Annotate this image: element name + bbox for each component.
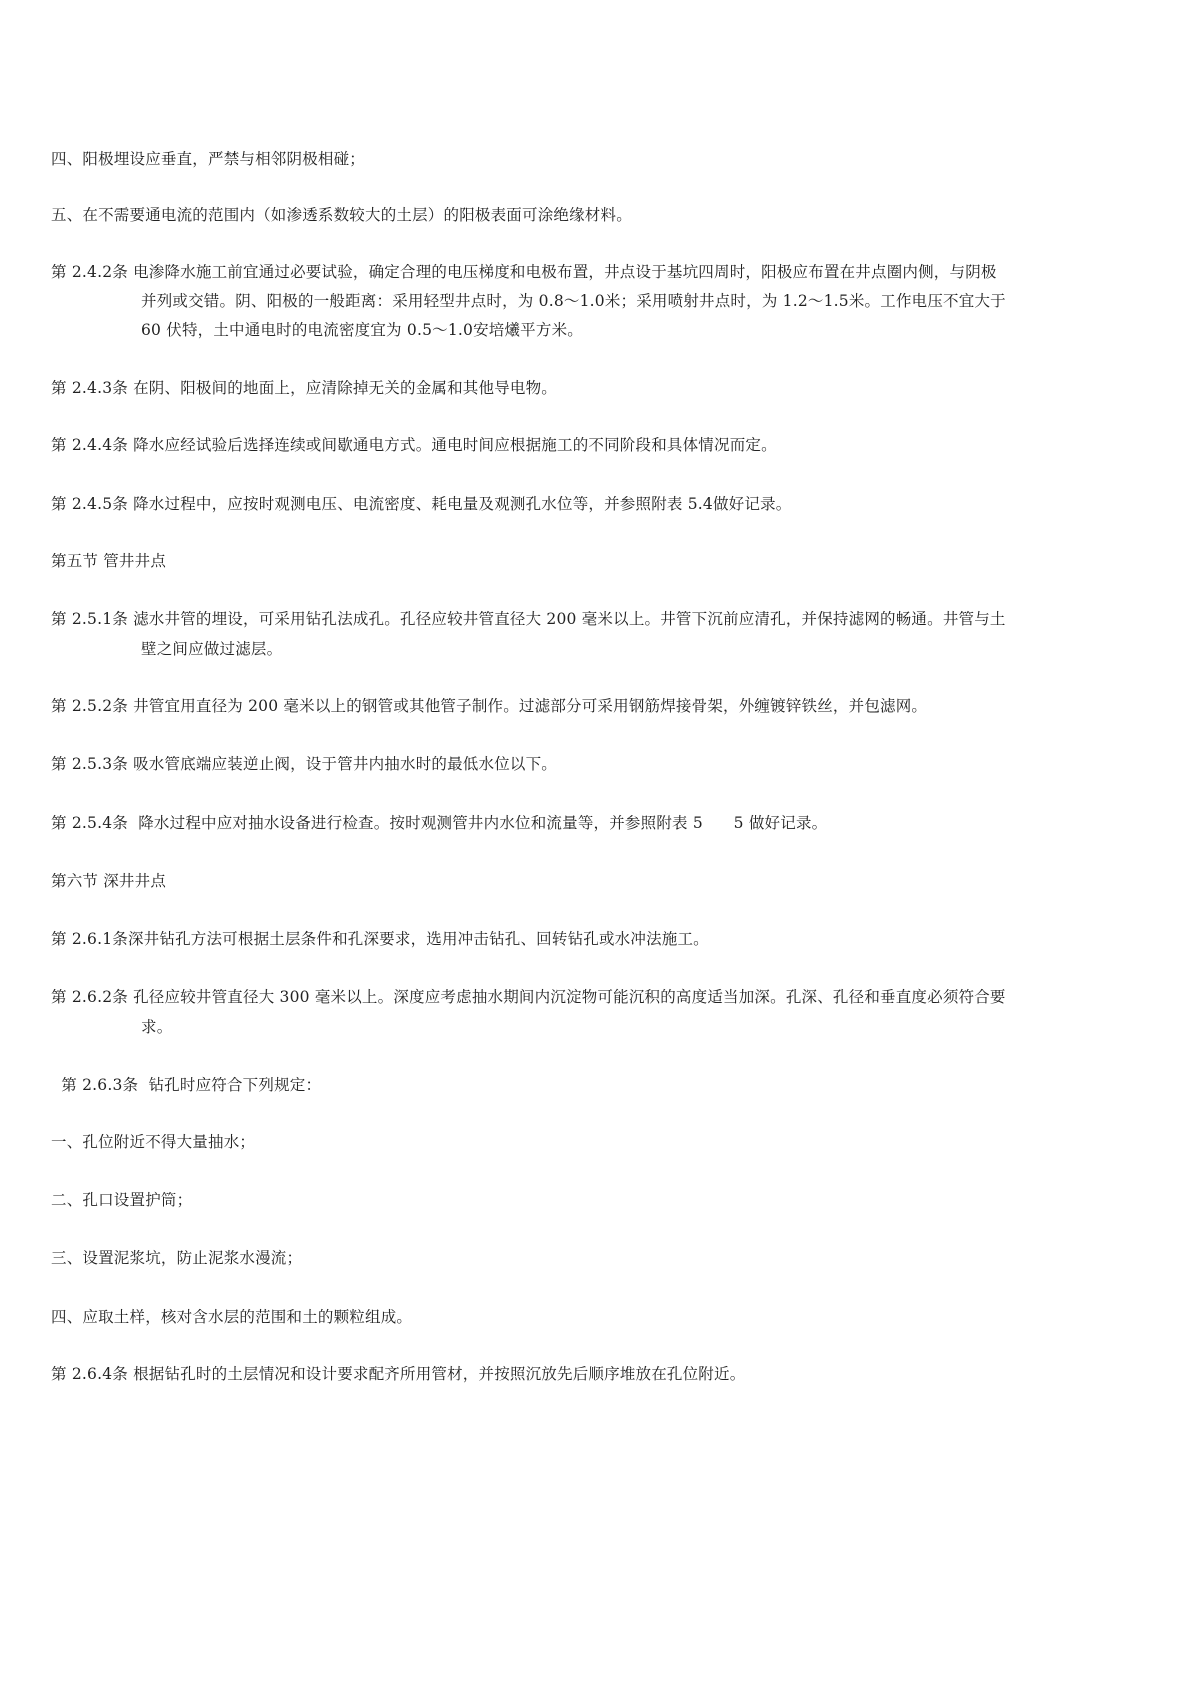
paragraph-line: 60 伏特，土中通电时的电流密度宜为 0.5～1.0安培爔平方米。 <box>141 321 583 339</box>
clause-2-5-1 <box>51 604 1141 665</box>
clause-2-4-2 <box>51 257 1141 346</box>
paragraph-line: 第 2.4.3条 在阴、阳极间的地面上，应清除掉无关的金属和其他导电物。 <box>51 379 557 397</box>
paragraph-line: 第 2.4.4条 降水应经试验后选择连续或间歇通电方式。通电时间应根据施工的不同阶段和具体情况而定。 <box>51 436 777 454</box>
paragraph-line: 第 2.6.4条 根据钻孔时的土层情况和设计要求配齐所用管材，并按照沉放先后顺序堆放在孔位附近。 <box>51 1365 746 1383</box>
clause-2-4-3 <box>51 373 1141 404</box>
paragraph-line: 第 2.4.5条 降水过程中，应按时观测电压、电流密度、耗电量及观测孔水位等，并参照附表 5.4做好记录。 <box>51 495 792 513</box>
clause-2-6-2 <box>51 982 1141 1043</box>
section-heading: 第五节 管井井点 <box>51 552 167 570</box>
item-2-casing <box>51 1185 1141 1216</box>
clause-2-5-3 <box>51 749 1141 780</box>
clause-2-6-4 <box>51 1359 1141 1390</box>
paragraph-line: 壁之间应做过滤层。 <box>141 640 283 658</box>
clause-2-6-3 <box>51 1070 1141 1101</box>
clause-2-5-2 <box>51 691 1141 722</box>
paragraph-line: 第 2.4.2条 电渗降水施工前宜通过必要试验，确定合理的电压梯度和电极布置，井点设于基坑四周时，阳极应布置在井点圈内侧，与阴极 <box>51 263 997 281</box>
paragraph-line: 第 2.6.2条 孔径应较井管直径大 300 毫米以上。深度应考虑抽水期间内沉淀物可能沉积的高度适当加深。孔深、孔径和垂直度必须符合要 <box>51 988 1006 1006</box>
section-6-heading <box>51 866 1141 897</box>
item-4-anode-vertical <box>51 144 1141 175</box>
paragraph-line: 三、设置泥浆坑，防止泥浆水漫流； <box>51 1249 303 1267</box>
paragraph-line: 一、孔位附近不得大量抽水； <box>51 1133 256 1151</box>
clause-2-6-1 <box>51 924 1141 955</box>
paragraph-line: 求。 <box>141 1018 173 1036</box>
paragraph-line: 四、阳极埋设应垂直，严禁与相邻阴极相碰； <box>51 150 366 168</box>
paragraph-line: 第 2.6.3条 钻孔时应符合下列规定： <box>51 1076 322 1094</box>
section-5-heading <box>51 546 1141 577</box>
clause-2-5-4 <box>51 808 1141 839</box>
item-5-insulation <box>51 200 1141 231</box>
paragraph-line: 第 2.6.1条深井钻孔方法可根据土层条件和孔深要求，选用冲击钻孔、回转钻孔或水冲法施工。 <box>51 930 709 948</box>
item-3-mud-pit <box>51 1243 1141 1274</box>
section-heading: 第六节 深井井点 <box>51 872 167 890</box>
clause-2-4-5 <box>51 489 1141 520</box>
item-1-no-pumping <box>51 1127 1141 1158</box>
paragraph-line: 第 2.5.4条 降水过程中应对抽水设备进行检查。按时观测管井内水位和流量等，并参照附表 5 5 做好记录。 <box>51 814 828 832</box>
item-4-soil-sample <box>51 1302 1141 1333</box>
clause-2-4-4 <box>51 430 1141 461</box>
paragraph-line: 并列或交错。阴、阳极的一般距离：采用轻型井点时，为 0.8～1.0米；采用喷射井点时，为 1.2～1.5米。工作电压不宜大于 <box>141 292 1006 310</box>
paragraph-line: 五、在不需要通电流的范围内（如渗透系数较大的土层）的阳极表面可涂绝缘材料。 <box>51 206 632 224</box>
paragraph-line: 第 2.5.1条 滤水井管的埋设，可采用钻孔法成孔。孔径应较井管直径大 200 毫米以上。井管下沉前应清孔，并保持滤网的畅通。井管与土 <box>51 610 1006 628</box>
paragraph-line: 第 2.5.2条 井管宜用直径为 200 毫米以上的钢管或其他管子制作。过滤部分可采用钢筋焊接骨架，外缠镀锌铁丝，并包滤网。 <box>51 697 928 715</box>
paragraph-line: 二、孔口设置护筒； <box>51 1191 193 1209</box>
paragraph-line: 四、应取土样，核对含水层的范围和土的颗粒组成。 <box>51 1308 413 1326</box>
paragraph-line: 第 2.5.3条 吸水管底端应装逆止阀，设于管井内抽水时的最低水位以下。 <box>51 755 557 773</box>
